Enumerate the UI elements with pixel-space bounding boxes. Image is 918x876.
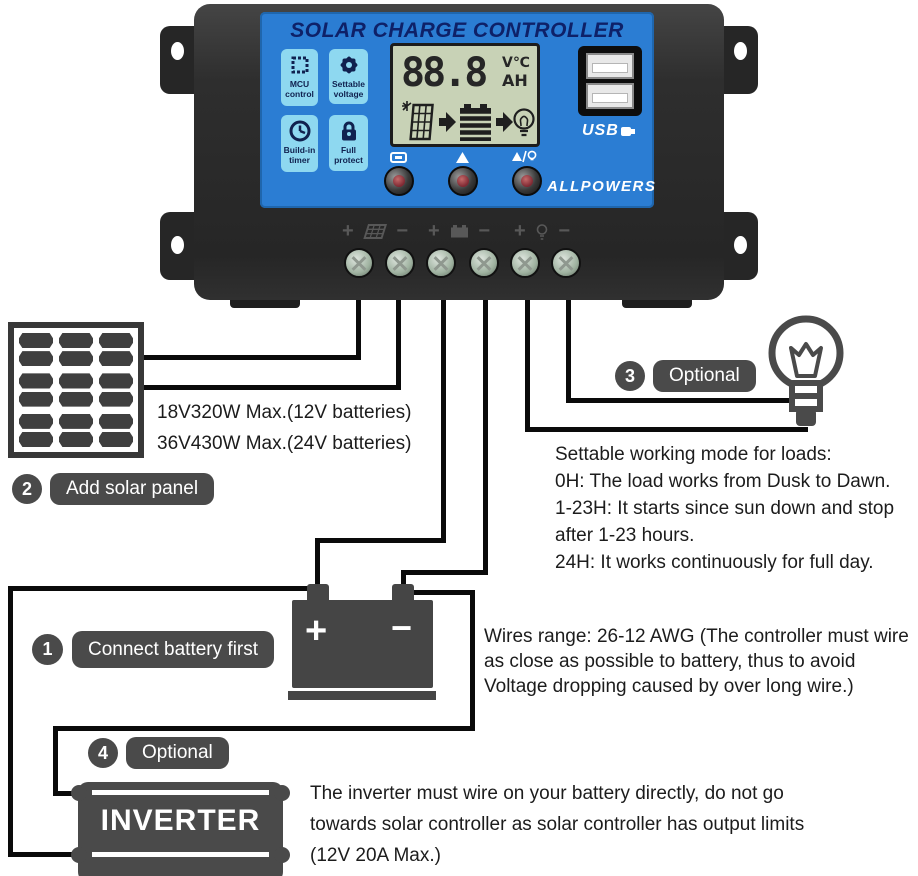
inverter-note-line: (12V 20A Max.) bbox=[310, 845, 441, 866]
step-label-connect-battery: Connect battery first bbox=[72, 631, 274, 668]
step-label-add-solar: Add solar panel bbox=[50, 473, 214, 505]
lcd-display bbox=[390, 43, 540, 147]
feature-label: Full protect bbox=[334, 145, 363, 165]
solar-spec-line1: 18V320W Max.(12V batteries) bbox=[157, 402, 412, 423]
wire-battery-negative bbox=[401, 570, 488, 575]
terminal-screw-battery-plus[interactable] bbox=[426, 248, 456, 278]
brand-logo: ALLPOWERS bbox=[547, 178, 657, 195]
wire-solar-negative bbox=[143, 385, 401, 390]
wire-load-positive bbox=[525, 298, 530, 432]
step-label-load-optional: Optional bbox=[653, 360, 756, 392]
screw-hole bbox=[171, 236, 184, 254]
wire-load-negative bbox=[566, 298, 571, 403]
usb-ports bbox=[578, 46, 642, 116]
solar-spec-text bbox=[157, 397, 412, 459]
usb-port-a bbox=[586, 53, 634, 79]
battery-icon bbox=[460, 104, 491, 141]
wire-battery-to-inverter bbox=[8, 586, 312, 591]
controller-title: SOLAR CHARGE CONTROLLER bbox=[290, 19, 624, 42]
inverter-name: INVERTER bbox=[100, 804, 261, 837]
plus-mark: + bbox=[514, 220, 526, 242]
wire-load-negative bbox=[566, 398, 796, 403]
minus-mark: − bbox=[396, 220, 408, 242]
solar-cell bbox=[19, 373, 53, 406]
wire-inverter-return bbox=[413, 590, 475, 595]
wire-solar-positive bbox=[356, 298, 361, 360]
wire-battery-negative bbox=[483, 298, 488, 575]
step-label-inverter-optional: Optional bbox=[126, 737, 229, 769]
terminal-screw-battery-minus[interactable] bbox=[469, 248, 499, 278]
load-mode-button[interactable] bbox=[512, 166, 542, 196]
screw-hole bbox=[734, 236, 747, 254]
inverter-illustration bbox=[78, 782, 283, 876]
terminal-screw-solar-minus[interactable] bbox=[385, 248, 415, 278]
inverter-note-line: towards solar controller as solar controller has output limits bbox=[310, 814, 805, 835]
step-number-1: 1 bbox=[32, 634, 63, 665]
solar-cell bbox=[99, 333, 133, 366]
load-note-line: Settable working mode for loads: bbox=[555, 444, 832, 465]
usb-logo-text: USB bbox=[582, 122, 619, 139]
step-number-2: 2 bbox=[12, 474, 42, 504]
wire-battery-to-inverter bbox=[8, 586, 13, 857]
wires-note-line: Wires range: 26-12 AWG (The controller must wire bbox=[484, 626, 909, 647]
feature-mcu-control bbox=[281, 49, 318, 106]
feature-label: MCU control bbox=[285, 79, 314, 99]
lcd-unit-volts: V℃ bbox=[502, 55, 530, 71]
load-mode-note bbox=[555, 441, 894, 576]
inverter-note-line: The inverter must wire on your battery directly, do not go bbox=[310, 783, 784, 804]
minus-mark: − bbox=[558, 220, 570, 242]
feature-label: Build-in timer bbox=[283, 145, 316, 165]
load-note-line: 0H: The load works from Dusk to Dawn. bbox=[555, 471, 891, 492]
battery-terminal-icon bbox=[450, 225, 469, 238]
bulb-icon bbox=[515, 110, 534, 136]
plus-mark: + bbox=[342, 220, 354, 242]
minus-mark: − bbox=[478, 220, 490, 242]
usb-plug-icon bbox=[621, 127, 631, 136]
screw-hole bbox=[734, 42, 747, 60]
screen-icon bbox=[390, 152, 407, 163]
wire-inverter-return bbox=[470, 590, 475, 731]
wire-battery-positive bbox=[441, 298, 446, 543]
inverter-terminal bbox=[274, 847, 290, 863]
battery-plus-mark: + bbox=[305, 610, 328, 652]
terminal-group-battery bbox=[428, 220, 490, 243]
arrow-bulb-icon bbox=[512, 150, 538, 163]
arrow-right-icon bbox=[496, 112, 513, 132]
wires-note-line: Voltage dropping caused by over long wire.) bbox=[484, 676, 854, 697]
feature-buildin-timer bbox=[281, 115, 318, 172]
load-note-line: 24H: It works continuously for full day. bbox=[555, 552, 874, 573]
wire-battery-positive bbox=[315, 538, 446, 543]
terminal-screw-load-plus[interactable] bbox=[510, 248, 540, 278]
feature-settable-voltage bbox=[329, 49, 368, 104]
bulb-icon bbox=[763, 312, 849, 430]
battery-minus-mark: − bbox=[391, 607, 413, 648]
clock-icon bbox=[288, 119, 312, 143]
lcd-units bbox=[502, 55, 530, 89]
wires-range-note bbox=[484, 624, 909, 699]
up-button[interactable] bbox=[448, 166, 478, 196]
screw-hole bbox=[171, 42, 184, 60]
feature-full-protect bbox=[329, 115, 368, 171]
usb-logo bbox=[582, 122, 631, 140]
wire-solar-negative bbox=[396, 298, 401, 390]
solar-cell bbox=[19, 414, 53, 447]
terminal-screw-solar-plus[interactable] bbox=[344, 248, 374, 278]
inverter-note bbox=[310, 778, 804, 871]
sun-icon bbox=[402, 101, 411, 111]
solar-cell bbox=[99, 373, 133, 406]
step-number-3: 3 bbox=[615, 361, 645, 391]
charge-controller bbox=[194, 4, 724, 300]
solar-panel-illustration bbox=[8, 322, 144, 458]
solar-cell bbox=[19, 333, 53, 366]
inverter-top-line bbox=[92, 790, 269, 795]
wire-inverter-return bbox=[53, 726, 475, 731]
terminal-group-solar bbox=[342, 220, 408, 243]
usb-port-b bbox=[586, 83, 634, 109]
load-terminal-icon bbox=[536, 224, 548, 240]
solar-panel-terminal-icon bbox=[363, 224, 387, 239]
inverter-terminal bbox=[71, 785, 87, 801]
terminal-group-load bbox=[514, 220, 570, 243]
solar-cell bbox=[59, 333, 93, 366]
lcd-reading: 88.8 bbox=[401, 50, 486, 96]
solar-cell bbox=[99, 414, 133, 447]
terminal-screw-load-minus[interactable] bbox=[551, 248, 581, 278]
inverter-terminal bbox=[71, 847, 87, 863]
step-number-4: 4 bbox=[88, 738, 118, 768]
wire-inverter-return bbox=[53, 726, 58, 796]
feature-label: Settable voltage bbox=[331, 79, 366, 99]
battery-base bbox=[288, 691, 436, 700]
arrow-right-icon bbox=[439, 112, 456, 132]
load-note-line: 1-23H: It starts since sun down and stop bbox=[555, 498, 895, 519]
lcd-flow-icons bbox=[398, 100, 536, 144]
bulb-illustration bbox=[763, 312, 849, 435]
lock-icon bbox=[337, 119, 361, 143]
gear-icon bbox=[337, 53, 361, 77]
wire-solar-positive bbox=[143, 355, 361, 360]
plus-mark: + bbox=[428, 220, 440, 242]
lcd-unit-ah: AH bbox=[502, 71, 528, 90]
solar-cell bbox=[59, 414, 93, 447]
up-arrow-icon bbox=[456, 152, 469, 163]
chip-icon bbox=[288, 53, 312, 77]
solar-cell bbox=[59, 373, 93, 406]
solar-spec-line2: 36V430W Max.(24V batteries) bbox=[157, 433, 412, 454]
inverter-terminal bbox=[274, 785, 290, 801]
solar-panel-icon bbox=[411, 105, 433, 139]
inverter-bottom-line bbox=[92, 852, 269, 857]
controller-faceplate bbox=[260, 12, 657, 208]
wires-note-line: as close as possible to battery, thus to avoid bbox=[484, 651, 856, 672]
load-note-line: after 1-23 hours. bbox=[555, 525, 695, 546]
menu-button[interactable] bbox=[384, 166, 414, 196]
